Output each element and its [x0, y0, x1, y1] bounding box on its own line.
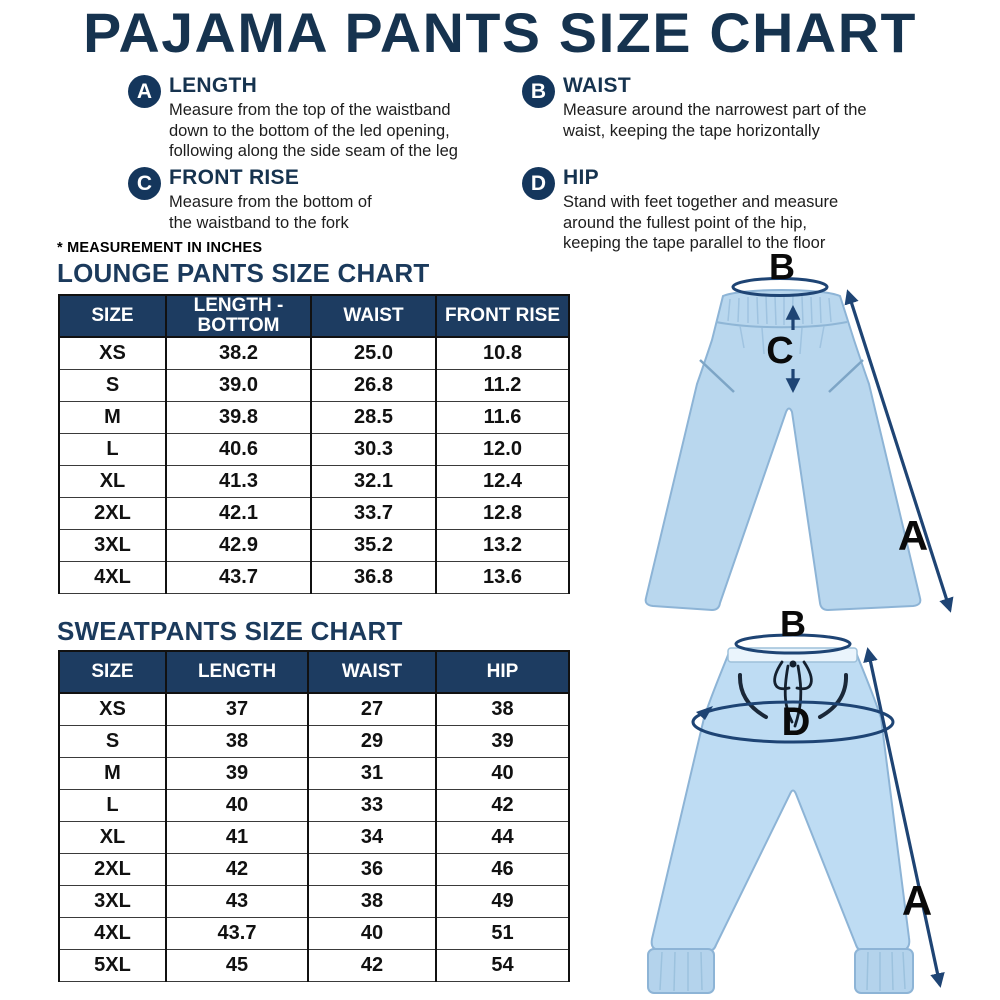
table-cell: 43 — [166, 886, 308, 918]
measurement-waist-description: Measure around the narrowest part of the waist, keeping the tape horizontally — [563, 101, 867, 140]
table-cell: 49 — [436, 886, 569, 918]
table-cell: 36 — [308, 854, 436, 886]
hip-label: D — [781, 700, 811, 744]
table-row — [59, 822, 569, 854]
page-title: PAJAMA PANTS SIZE CHART — [83, 1, 917, 64]
table-cell: 4XL — [59, 562, 166, 594]
table-cell: XL — [59, 822, 166, 854]
table-row — [59, 918, 569, 950]
table-row — [59, 693, 569, 726]
table-cell: 32.1 — [311, 466, 436, 498]
table-cell: M — [59, 402, 166, 434]
column-header: FRONT RISE — [436, 295, 569, 337]
table-cell: 13.6 — [436, 562, 569, 594]
front-rise-label: C — [766, 330, 794, 372]
table-row — [59, 337, 569, 370]
column-header: HIP — [436, 651, 569, 693]
table-row — [59, 562, 569, 594]
table-cell: 30.3 — [311, 434, 436, 466]
table-cell: 11.6 — [436, 402, 569, 434]
length-label: A — [897, 512, 929, 559]
lounge-pants-size-table — [58, 294, 570, 594]
column-header: SIZE — [59, 295, 166, 337]
table-row — [59, 530, 569, 562]
table-cell: 34 — [308, 822, 436, 854]
table-cell: 28.5 — [311, 402, 436, 434]
table-cell: 45 — [166, 950, 308, 982]
table-cell: 5XL — [59, 950, 166, 982]
waist-label: B — [769, 246, 795, 287]
jogger-pants-shape — [652, 650, 910, 951]
table-cell: 42 — [308, 950, 436, 982]
table-cell: 40 — [436, 758, 569, 790]
badge-a: A — [128, 75, 161, 108]
header-row — [59, 295, 569, 337]
sweatpants-illustration — [612, 598, 968, 1000]
table-cell: S — [59, 370, 166, 402]
table-cell: 43.7 — [166, 562, 311, 594]
table-cell: 3XL — [59, 530, 166, 562]
table-cell: 27 — [308, 693, 436, 726]
column-header: WAIST — [311, 295, 436, 337]
lounge-chart-title: LOUNGE PANTS SIZE CHART — [57, 258, 430, 288]
column-header: SIZE — [59, 651, 166, 693]
table-row — [59, 434, 569, 466]
table-row — [59, 950, 569, 982]
table-cell: 12.0 — [436, 434, 569, 466]
table-cell: 31 — [308, 758, 436, 790]
measurement-length — [128, 74, 498, 162]
table-cell: 36.8 — [311, 562, 436, 594]
table-cell: 40.6 — [166, 434, 311, 466]
table-cell: 43.7 — [166, 918, 308, 950]
table-cell: 38.2 — [166, 337, 311, 370]
table-cell: 12.8 — [436, 498, 569, 530]
table-cell: 39 — [166, 758, 308, 790]
table-cell: 3XL — [59, 886, 166, 918]
table-cell: 35.2 — [311, 530, 436, 562]
table-row — [59, 854, 569, 886]
table-cell: 40 — [308, 918, 436, 950]
measurement-hip-description: Stand with feet together and measure around the fullest point of the hip, keeping the tape parallel to the floor — [563, 193, 839, 252]
badge-c: C — [128, 167, 161, 200]
table-cell: 11.2 — [436, 370, 569, 402]
table-cell: 54 — [436, 950, 569, 982]
badge-b: B — [522, 75, 555, 108]
column-header: LENGTH — [166, 651, 308, 693]
table-cell: 39 — [436, 726, 569, 758]
table-row — [59, 402, 569, 434]
measurement-waist-name: WAIST — [563, 74, 631, 97]
table-row — [59, 370, 569, 402]
measurement-front-rise — [128, 166, 498, 233]
table-cell: 39.0 — [166, 370, 311, 402]
column-header: WAIST — [308, 651, 436, 693]
table-cell: 13.2 — [436, 530, 569, 562]
length-label: A — [901, 877, 933, 924]
waist-label: B — [780, 603, 806, 644]
table-cell: 42.9 — [166, 530, 311, 562]
table-cell: 39.8 — [166, 402, 311, 434]
table-cell: 42 — [166, 854, 308, 886]
table-cell: 44 — [436, 822, 569, 854]
table-cell: 42 — [436, 790, 569, 822]
table-cell: 38 — [436, 693, 569, 726]
ankle-cuffs — [648, 949, 913, 993]
measurement-length-name: LENGTH — [169, 74, 258, 97]
measurement-hip-name: HIP — [563, 166, 599, 189]
table-cell: 51 — [436, 918, 569, 950]
table-cell: S — [59, 726, 166, 758]
badge-d: D — [522, 167, 555, 200]
table-row — [59, 466, 569, 498]
table-cell: 26.8 — [311, 370, 436, 402]
table-row — [59, 498, 569, 530]
table-row — [59, 726, 569, 758]
table-cell: 4XL — [59, 918, 166, 950]
table-cell: 33.7 — [311, 498, 436, 530]
header-row — [59, 651, 569, 693]
sweatpants-size-table — [58, 650, 570, 982]
table-cell: L — [59, 434, 166, 466]
table-cell: 33 — [308, 790, 436, 822]
table-row — [59, 886, 569, 918]
table-cell: XS — [59, 337, 166, 370]
table-cell: 38 — [166, 726, 308, 758]
table-cell: 41.3 — [166, 466, 311, 498]
column-header: LENGTH - BOTTOM — [166, 295, 311, 337]
table-cell: 2XL — [59, 498, 166, 530]
table-cell: 37 — [166, 693, 308, 726]
table-cell: 40 — [166, 790, 308, 822]
table-cell: 42.1 — [166, 498, 311, 530]
measurement-waist — [522, 74, 902, 141]
table-cell: 12.4 — [436, 466, 569, 498]
table-cell: 41 — [166, 822, 308, 854]
table-row — [59, 790, 569, 822]
table-cell: M — [59, 758, 166, 790]
table-cell: 38 — [308, 886, 436, 918]
table-cell: 10.8 — [436, 337, 569, 370]
table-row — [59, 758, 569, 790]
lounge-pants-illustration — [612, 242, 968, 620]
sweatpants-chart-title: SWEATPANTS SIZE CHART — [57, 616, 403, 646]
measurement-front-rise-description: Measure from the bottom of the waistband to the fork — [169, 193, 372, 232]
table-cell: XS — [59, 693, 166, 726]
table-cell: 25.0 — [311, 337, 436, 370]
measurement-front-rise-name: FRONT RISE — [169, 166, 300, 189]
table-cell: 29 — [308, 726, 436, 758]
table-cell: XL — [59, 466, 166, 498]
table-cell: 46 — [436, 854, 569, 886]
measurement-hip — [522, 166, 902, 254]
table-cell: L — [59, 790, 166, 822]
measurement-length-description: Measure from the top of the waistband down to the bottom of the led opening, following along the side seam of the leg — [169, 101, 458, 160]
units-note: * MEASUREMENT IN INCHES — [57, 240, 263, 256]
table-cell: 2XL — [59, 854, 166, 886]
